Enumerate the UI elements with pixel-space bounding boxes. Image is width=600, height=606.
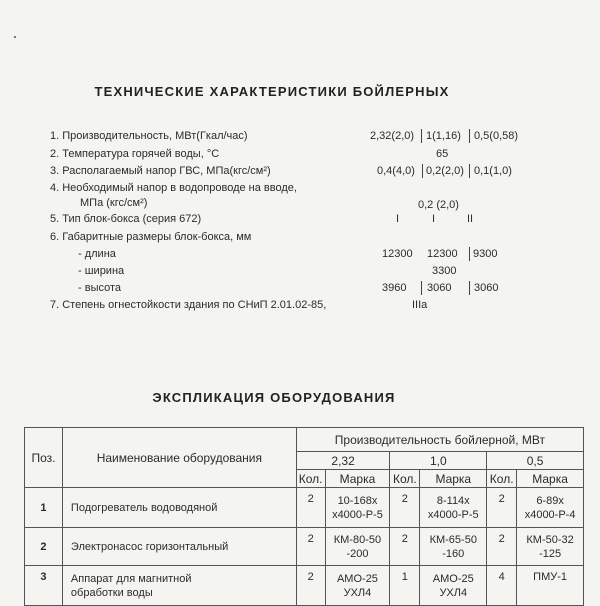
spec-label-length: - длина — [78, 248, 116, 260]
row-kol: 2 — [390, 488, 420, 528]
table-row — [25, 488, 584, 528]
spec-value: IIIа — [412, 299, 428, 311]
row-kol: 2 — [296, 528, 325, 566]
divider — [469, 247, 470, 261]
spec-label-2: 2. Температура горячей воды, °С — [50, 148, 220, 160]
pos-header: Поз. — [25, 428, 63, 488]
row-marka: ПМУ-1 — [517, 566, 584, 606]
row-pos: 3 — [25, 566, 63, 606]
divider — [469, 281, 470, 295]
marka-header: Марка — [420, 470, 487, 488]
spec-value: 12300 — [427, 248, 458, 260]
spec-value: I — [432, 213, 436, 225]
spec-label-5: 5. Тип блок-бокса (серия 672) — [50, 213, 202, 225]
divider — [469, 164, 470, 178]
row-pos: 1 — [25, 488, 63, 528]
spec-value: II — [467, 213, 474, 225]
row-kol: 2 — [487, 528, 517, 566]
spec-label-7: 7. Степень огнестойкости здания по СНиП 2.01.02-85, — [50, 299, 327, 311]
row-name: Подогреватель водоводяной — [62, 488, 296, 528]
spec-value: 0,2 (2,0) — [418, 199, 459, 211]
row-kol: 2 — [296, 488, 325, 528]
spec-label-height: - высота — [78, 282, 122, 294]
row-marka: АМО-25 УХЛ4 — [420, 566, 487, 606]
specs-title: ТЕХНИЧЕСКИЕ ХАРАКТЕРИСТИКИ БОЙЛЕРНЫХ — [94, 84, 450, 99]
row-marka: 8-114х х4000-Р-5 — [420, 488, 487, 528]
divider — [421, 129, 422, 143]
spec-label-4: 4. Необходимый напор в водопроводе на вводе, — [50, 182, 297, 194]
row-kol: 4 — [487, 566, 517, 606]
spec-value: 0,5(0,58) — [474, 130, 519, 142]
row-kol: 1 — [390, 566, 420, 606]
capacity-header: Производительность бойлерной, МВт — [296, 428, 583, 452]
spec-value: 0,4(4,0) — [377, 165, 415, 177]
spec-value: 3960 — [382, 282, 407, 294]
capacity-value: 1,0 — [390, 452, 487, 470]
row-name: Аппарат для магнитной обработки воды — [62, 566, 296, 606]
speck — [14, 36, 16, 38]
row-marka: 6-89х х4000-Р-4 — [517, 488, 584, 528]
divider — [422, 164, 423, 178]
row-marka: КМ-50-32 -125 — [517, 528, 584, 566]
kol-header: Кол. — [487, 470, 517, 488]
spec-value: 2,32(2,0) — [370, 130, 415, 142]
spec-value: 65 — [436, 148, 449, 160]
spec-label-4b: МПа (кгс/см²) — [80, 197, 148, 209]
spec-value: 3060 — [427, 282, 452, 294]
spec-label-1: 1. Производительность, МВт(Гкал/час) — [50, 130, 248, 142]
spec-value: 0,2(2,0) — [426, 165, 464, 177]
spec-value: 1(1,16) — [426, 130, 461, 142]
spec-label-6: 6. Габаритные размеры блок-бокса, мм — [50, 231, 252, 243]
row-marka: АМО-25 УХЛ4 — [325, 566, 390, 606]
table-row — [25, 528, 584, 566]
spec-value: 0,1(1,0) — [474, 165, 512, 177]
divider — [421, 281, 422, 295]
marka-header: Марка — [517, 470, 584, 488]
name-header: Наименование оборудования — [62, 428, 296, 488]
marka-header: Марка — [325, 470, 390, 488]
row-name: Электронасос горизонтальный — [62, 528, 296, 566]
row-kol: 2 — [390, 528, 420, 566]
row-pos: 2 — [25, 528, 63, 566]
row-kol: 2 — [487, 488, 517, 528]
row-kol: 2 — [296, 566, 325, 606]
spec-value: 3300 — [432, 265, 457, 277]
spec-value: 3060 — [474, 282, 499, 294]
capacity-value: 0,5 — [487, 452, 584, 470]
capacity-value: 2,32 — [296, 452, 390, 470]
row-marka: КМ-80-50 -200 — [325, 528, 390, 566]
spec-value: 12300 — [382, 248, 413, 260]
equipment-title: ЭКСПЛИКАЦИЯ ОБОРУДОВАНИЯ — [152, 390, 396, 405]
kol-header: Кол. — [296, 470, 325, 488]
row-marka: КМ-65-50 -160 — [420, 528, 487, 566]
row-marka: 10-168х х4000-Р-5 — [325, 488, 390, 528]
spec-label-3: 3. Располагаемый напор ГВС, МПа(кгс/см²) — [50, 165, 271, 177]
kol-header: Кол. — [390, 470, 420, 488]
spec-value: I — [396, 213, 400, 225]
spec-label-width: - ширина — [78, 265, 125, 277]
equipment-table — [24, 427, 584, 606]
divider — [469, 129, 470, 143]
spec-value: 9300 — [473, 248, 498, 260]
